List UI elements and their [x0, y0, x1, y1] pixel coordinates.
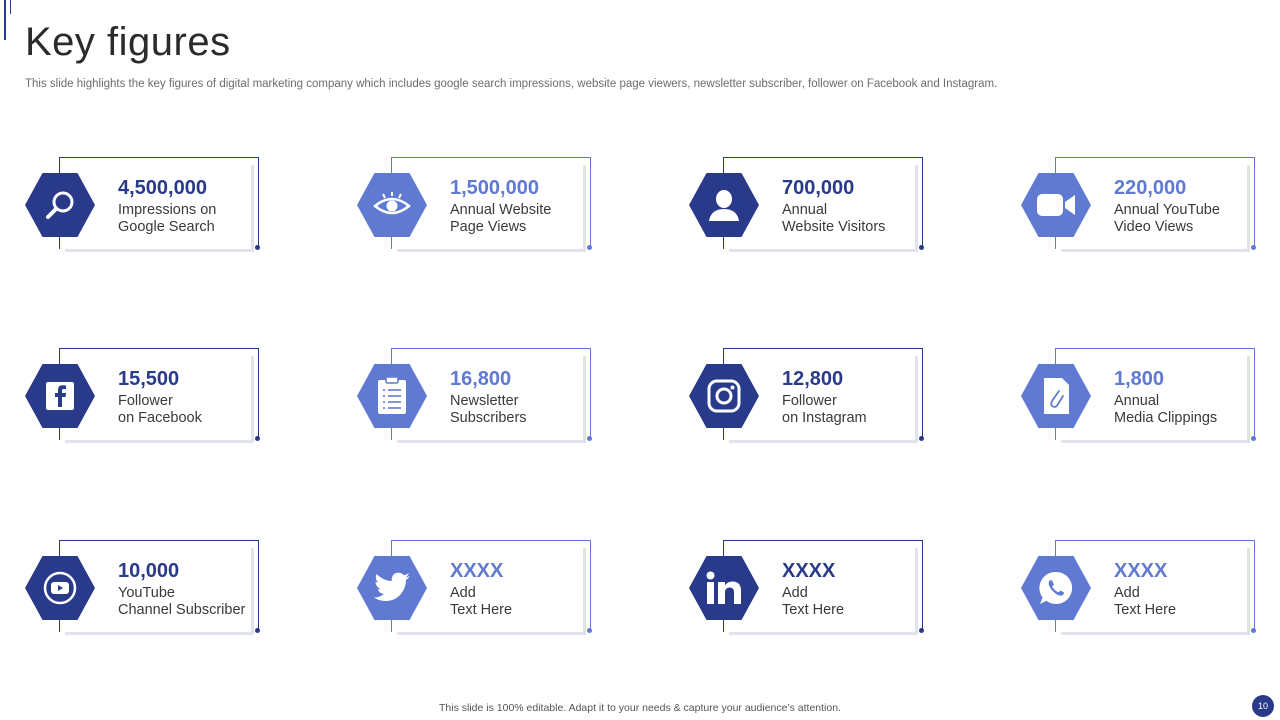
- figure-value: 4,500,000: [118, 177, 207, 199]
- figure-value: 15,500: [118, 368, 180, 390]
- card-dot: [587, 436, 592, 441]
- figure-value: 10,000: [118, 560, 180, 582]
- figure-value: 220,000: [1114, 177, 1187, 199]
- card-dot: [919, 628, 924, 633]
- figure-card-whatsapp: [1021, 540, 1261, 640]
- card-dot: [919, 245, 924, 250]
- card-dot: [1251, 628, 1256, 633]
- figure-label: Annual Media Clippings: [1114, 393, 1218, 426]
- figure-label: Add Text Here: [450, 585, 513, 618]
- figure-card-instagram: [689, 348, 929, 448]
- card-dot: [587, 245, 592, 250]
- card-dot: [255, 628, 260, 633]
- figure-label: Follower on Facebook: [118, 393, 202, 426]
- card-dot: [587, 628, 592, 633]
- card-dot: [1251, 245, 1256, 250]
- figure-card-facebook: [25, 348, 265, 448]
- figure-card-google-search: [25, 157, 265, 257]
- figure-value: XXXX: [1114, 560, 1168, 582]
- figure-card-newsletter: [357, 348, 597, 448]
- page-number-badge: 10: [1252, 695, 1274, 717]
- figure-value: 16,800: [450, 368, 512, 390]
- slide-title: Key figures: [25, 20, 231, 64]
- figure-label: Annual YouTube Video Views: [1114, 202, 1220, 235]
- figure-card-linkedin: [689, 540, 929, 640]
- figure-value: XXXX: [450, 560, 504, 582]
- figure-card-twitter: [357, 540, 597, 640]
- figure-card-website-visitors: [689, 157, 929, 257]
- figure-value: 700,000: [782, 177, 855, 199]
- slide-subtitle: This slide highlights the key figures of digital marketing company which includes google search impressions, website page viewers, newsletter subscriber, follower on Facebook and Instagram.: [25, 78, 998, 90]
- figure-label: YouTube Channel Subscriber: [118, 585, 246, 618]
- figure-label: Add Text Here: [1114, 585, 1177, 618]
- figure-label: Impressions on Google Search: [118, 202, 217, 235]
- card-dot: [255, 436, 260, 441]
- figure-value: 12,800: [782, 368, 844, 390]
- accent-bar: [4, 0, 6, 40]
- figure-label: Newsletter Subscribers: [450, 393, 527, 426]
- card-dot: [255, 245, 260, 250]
- footer-note: This slide is 100% editable. Adapt it to your needs & capture your audience’s attention.: [439, 702, 841, 714]
- accent-bar-thin: [10, 0, 11, 14]
- figure-card-youtube-subscribers: [25, 540, 265, 640]
- figure-value: 1,500,000: [450, 177, 539, 199]
- figure-card-page-views: [357, 157, 597, 257]
- figure-label: Annual Website Visitors: [782, 202, 886, 235]
- figure-label: Follower on Instagram: [782, 393, 867, 426]
- figure-value: 1,800: [1114, 368, 1165, 390]
- figure-card-media-clippings: [1021, 348, 1261, 448]
- card-dot: [1251, 436, 1256, 441]
- figure-label: Annual Website Page Views: [450, 202, 552, 235]
- figure-value: XXXX: [782, 560, 836, 582]
- card-dot: [919, 436, 924, 441]
- figure-label: Add Text Here: [782, 585, 845, 618]
- figure-card-youtube-views: [1021, 157, 1261, 257]
